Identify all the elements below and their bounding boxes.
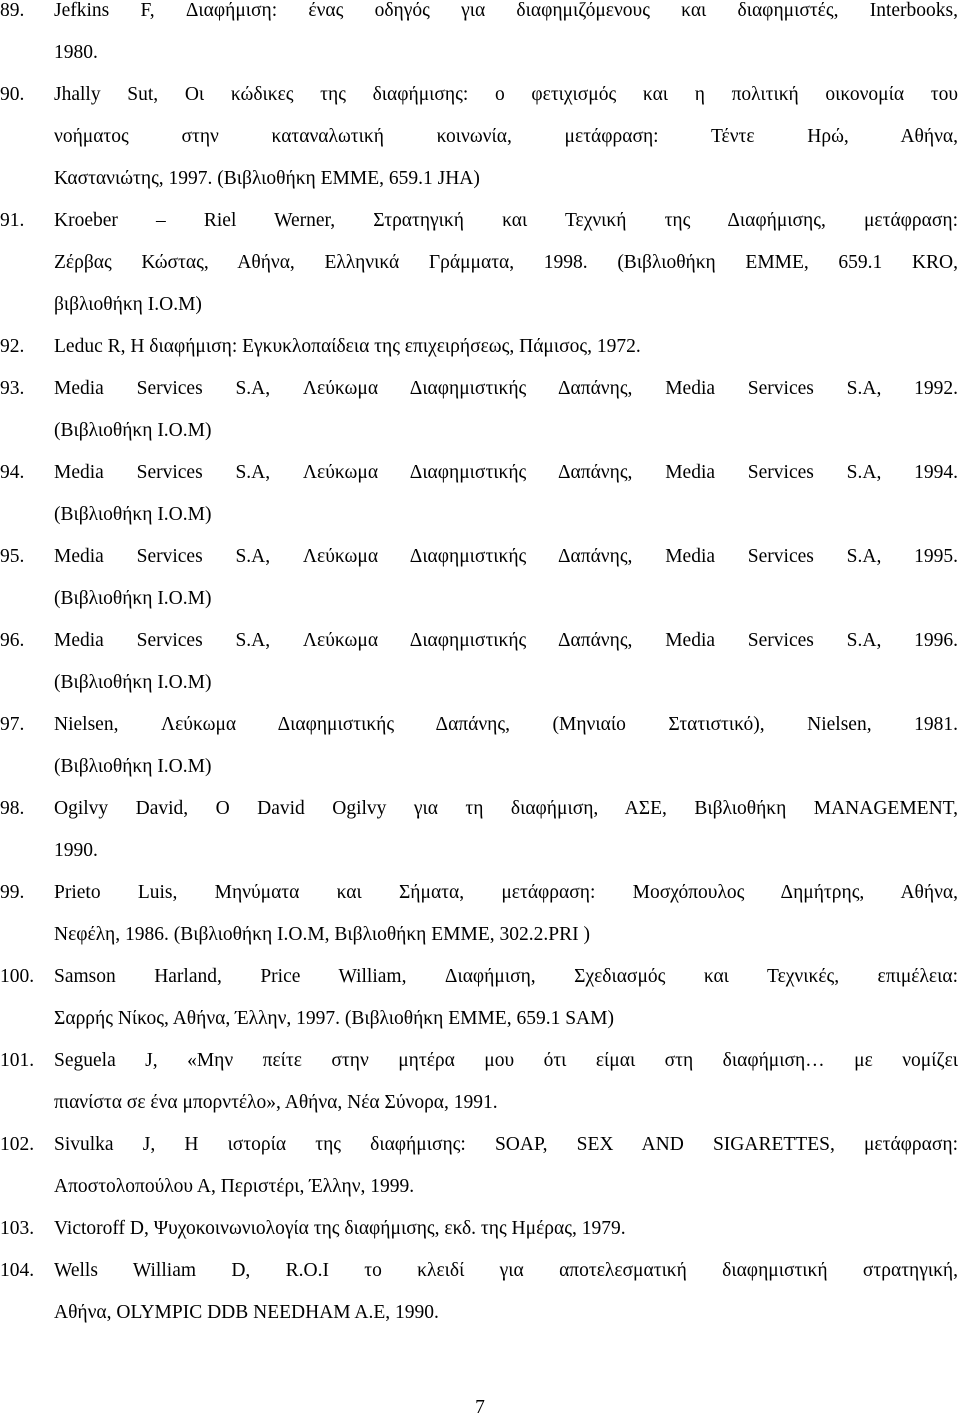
reference-number: 92. (0, 336, 25, 357)
reference-text-line: Ζέρβας Κώστας, Αθήνα, Ελληνικά Γράμματα, 1998. (Βιβλιοθήκη ΕΜΜΕ, 659.1 KRO, (54, 252, 958, 273)
reference-text-line: 1980. (54, 42, 98, 63)
reference-number: 94. (0, 462, 25, 483)
reference-text-line: Wells William D, R.O.I το κλειδί για αποτελεσματική διαφημιστική στρατηγική, (54, 1260, 958, 1281)
reference-text-line: βιβλιοθήκη Ι.Ο.Μ) (54, 294, 202, 315)
reference-text-line: (Βιβλιοθήκη Ι.Ο.Μ) (54, 504, 212, 525)
reference-number: 91. (0, 210, 25, 231)
reference-number: 97. (0, 714, 25, 735)
reference-text-line: Καστανιώτης, 1997. (Βιβλιοθήκη ΕΜΜΕ, 659.1 JHA) (54, 168, 480, 189)
reference-number: 101. (0, 1050, 35, 1071)
page-number: 7 (475, 1397, 485, 1418)
reference-text-line: Prieto Luis, Μηνύματα και Σήματα, μετάφραση: Μοσχόπουλος Δημήτρης, Αθήνα, (54, 882, 958, 903)
reference-text-line: Ogilvy David, Ο David Ogilvy για τη διαφήμιση, ΑΣΕ, Βιβλιοθήκη MANAGEMENT, (54, 798, 958, 819)
reference-number: 103. (0, 1218, 35, 1239)
reference-text-line: νοήματος στην καταναλωτική κοινωνία, μετάφραση: Τέντε Ηρώ, Αθήνα, (54, 126, 958, 147)
reference-text-line: Sivulka J, Η ιστορία της διαφήμισης: SOAP, SEX AND SIGARETTES, μετάφραση: (54, 1134, 958, 1155)
reference-text-line: (Βιβλιοθήκη Ι.Ο.Μ) (54, 588, 212, 609)
reference-text-line: Samson Harland, Price William, Διαφήμιση, Σχεδιασμός και Τεχνικές, επιμέλεια: (54, 966, 958, 987)
reference-number: 104. (0, 1260, 35, 1281)
reference-text-line: (Βιβλιοθήκη Ι.Ο.Μ) (54, 420, 212, 441)
reference-text-line: Αποστολοπούλου Α, Περιστέρι, Έλλην, 1999. (54, 1176, 415, 1197)
reference-text-line: (Βιβλιοθήκη Ι.Ο.Μ) (54, 756, 212, 777)
reference-number: 89. (0, 0, 25, 21)
reference-number: 96. (0, 630, 25, 651)
reference-text-line: (Βιβλιοθήκη Ι.Ο.Μ) (54, 672, 212, 693)
reference-text-line: Victoroff D, Ψυχοκοινωνιολογία της διαφήμισης, εκδ. της Ημέρας, 1979. (54, 1218, 626, 1239)
reference-text-line: Jhally Sut, Οι κώδικες της διαφήμισης: ο φετιχισμός και η πολιτική οικονομία του (54, 84, 958, 105)
reference-number: 100. (0, 966, 35, 987)
reference-number: 102. (0, 1134, 35, 1155)
reference-text-line: Media Services S.A, Λεύκωμα Διαφημιστικής Δαπάνης, Media Services S.A, 1994. (54, 462, 958, 483)
reference-text-line: 1990. (54, 840, 98, 861)
reference-text-line: Nielsen, Λεύκωμα Διαφημιστικής Δαπάνης, (Μηνιαίο Στατιστικό), Nielsen, 1981. (54, 714, 958, 735)
reference-text-line: Media Services S.A, Λεύκωμα Διαφημιστικής Δαπάνης, Media Services S.A, 1996. (54, 630, 958, 651)
reference-text-line: Νεφέλη, 1986. (Βιβλιοθήκη Ι.Ο.Μ, Βιβλιοθήκη ΕΜΜΕ, 302.2.PRI ) (54, 924, 590, 945)
reference-text-line: Leduc R, Η διαφήμιση: Εγκυκλοπαίδεια της επιχειρήσεως, Πάμισος, 1972. (54, 336, 641, 357)
reference-text-line: Media Services S.A, Λεύκωμα Διαφημιστικής Δαπάνης, Media Services S.A, 1992. (54, 378, 958, 399)
reference-text-line: Jefkins F, Διαφήμιση: ένας οδηγός για διαφημιζόμενους και διαφημιστές, Interbooks, (54, 0, 958, 21)
reference-text-line: Seguela J, «Μην πείτε στην μητέρα μου ότι είμαι στη διαφήμιση… με νομίζει (54, 1050, 958, 1071)
reference-text-line: Σαρρής Νίκος, Αθήνα, Έλλην, 1997. (Βιβλιοθήκη ΕΜΜΕ, 659.1 SAM) (54, 1008, 614, 1029)
reference-text-line: πιανίστα σε ένα μπορντέλο», Αθήνα, Νέα Σύνορα, 1991. (54, 1092, 498, 1113)
reference-number: 90. (0, 84, 25, 105)
reference-number: 99. (0, 882, 25, 903)
reference-number: 98. (0, 798, 25, 819)
reference-text-line: Media Services S.A, Λεύκωμα Διαφημιστικής Δαπάνης, Media Services S.A, 1995. (54, 546, 958, 567)
reference-text-line: Αθήνα, OLYMPIC DDB NEEDHAM A.E, 1990. (54, 1302, 439, 1323)
reference-text-line: Kroeber – Riel Werner, Στρατηγική και Τεχνική της Διαφήμισης, μετάφραση: (54, 210, 958, 231)
reference-number: 93. (0, 378, 25, 399)
reference-number: 95. (0, 546, 25, 567)
